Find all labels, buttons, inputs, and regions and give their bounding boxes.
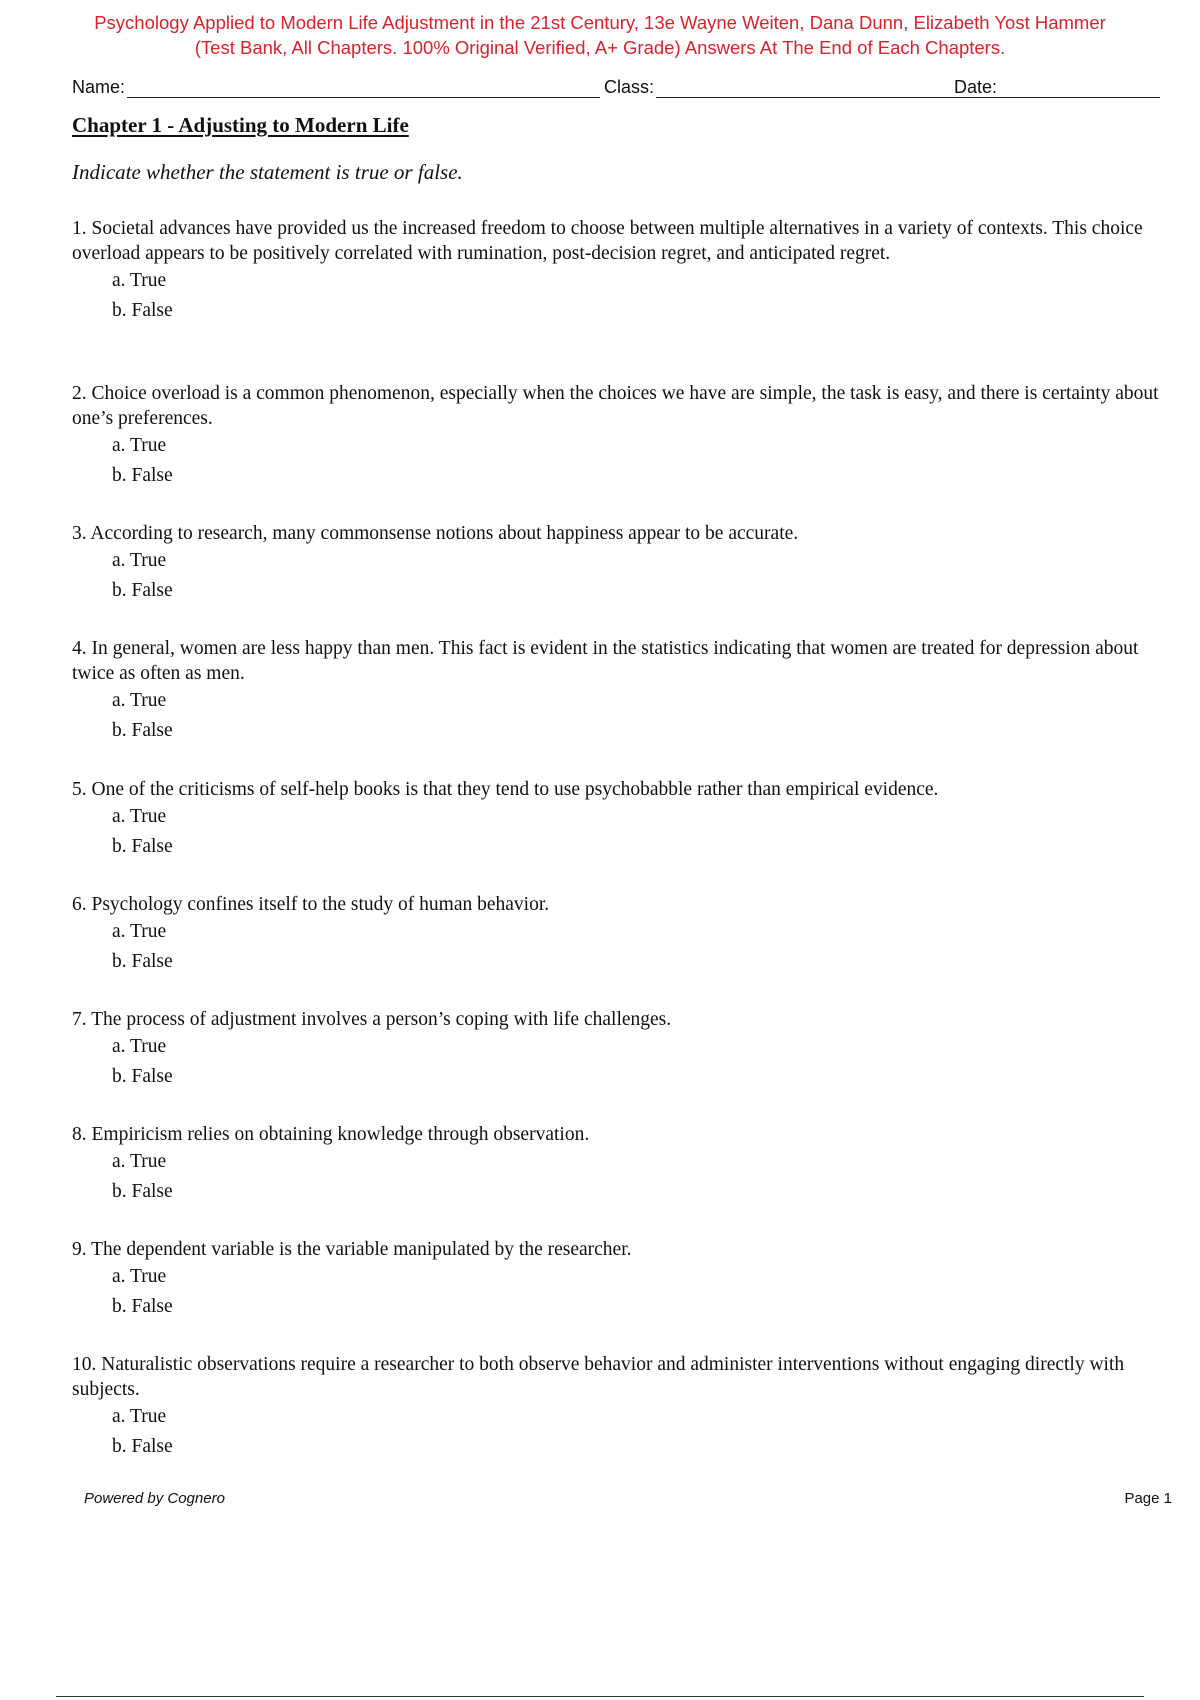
option-false[interactable]: b. False [112,836,173,857]
question-stem: 3. According to research, many commonsense notions about happiness appear to be accurate. [72,523,799,544]
option-true[interactable]: a. True [112,1266,167,1287]
option-false[interactable]: b. False [112,465,173,486]
banner-subtitle-line: (Test Bank, All Chapters. 100% Original Verified, A+ Grade) Answers At The End of Each Chapters. [194,37,1006,58]
class-label: Class: [604,77,655,97]
question-stem: 1. Societal advances have provided us the increased freedom to choose between multiple alternatives in a variety of contexts. This choice overload appears to be positively correlated with rumination, post-decision regret, and anticipated regret. [72,218,1143,264]
option-false[interactable]: b. False [112,1066,173,1087]
header-banner [40,10,1160,60]
question-stem: 5. One of the criticisms of self-help books is that they tend to use psychobabble rather than empirical evidence. [72,779,939,800]
option-true[interactable]: a. True [112,270,167,291]
instructions-text: Indicate whether the statement is true or false. [72,160,463,184]
question-stem: 9. The dependent variable is the variable manipulated by the researcher. [72,1239,632,1260]
question-9 [72,1237,1162,1322]
question-1 [72,216,1162,326]
question-8 [72,1122,1162,1207]
question-stem: 7. The process of adjustment involves a person’s coping with life challenges. [72,1009,672,1030]
date-field[interactable] [954,72,1160,98]
student-info-fields [72,72,1160,102]
option-true[interactable]: a. True [112,550,167,571]
option-false[interactable]: b. False [112,580,173,601]
question-10 [72,1352,1162,1462]
question-2 [72,381,1162,491]
question-stem: 2. Choice overload is a common phenomenon, especially when the choices we have are simple, the task is easy, and there is certainty about one’s preferences. [72,383,1159,429]
option-false[interactable]: b. False [112,720,173,741]
date-blank-line[interactable] [999,73,1160,98]
question-stem: 4. In general, women are less happy than men. This fact is evident in the statistics indicating that women are treated for depression about twice as often as men. [72,638,1139,684]
question-stem: 6. Psychology confines itself to the study of human behavior. [72,894,550,915]
option-true[interactable]: a. True [112,806,167,827]
option-true[interactable]: a. True [112,1151,167,1172]
name-field[interactable] [72,72,600,98]
option-true[interactable]: a. True [112,1406,167,1427]
question-stem: 10. Naturalistic observations require a researcher to both observe behavior and administer interventions without engaging directly with subjects. [72,1354,1125,1400]
page-number: Page 1 [1124,1490,1172,1507]
question-stem: 8. Empiricism relies on obtaining knowledge through observation. [72,1124,590,1145]
question-6 [72,892,1162,977]
chapter-title: Chapter 1 - Adjusting to Modern Life [72,113,409,137]
name-blank-line[interactable] [127,73,600,98]
option-false[interactable]: b. False [112,1436,173,1457]
question-7 [72,1007,1162,1092]
name-label: Name: [72,77,126,97]
option-false[interactable]: b. False [112,1181,173,1202]
option-false[interactable]: b. False [112,1296,173,1317]
date-label: Date: [954,77,998,97]
question-5 [72,777,1162,862]
option-false[interactable]: b. False [112,951,173,972]
question-4 [72,636,1162,746]
banner-title-line: Psychology Applied to Modern Life Adjustment in the 21st Century, 13e Wayne Weiten, Dana Dunn, Elizabeth Yost Hammer [94,12,1106,33]
option-true[interactable]: a. True [112,435,167,456]
option-false[interactable]: b. False [112,300,173,321]
bottom-divider [56,1696,1144,1697]
option-true[interactable]: a. True [112,1036,167,1057]
powered-by-footer: Powered by Cognero [84,1490,225,1507]
option-true[interactable]: a. True [112,690,167,711]
option-true[interactable]: a. True [112,921,167,942]
question-3 [72,521,1162,606]
